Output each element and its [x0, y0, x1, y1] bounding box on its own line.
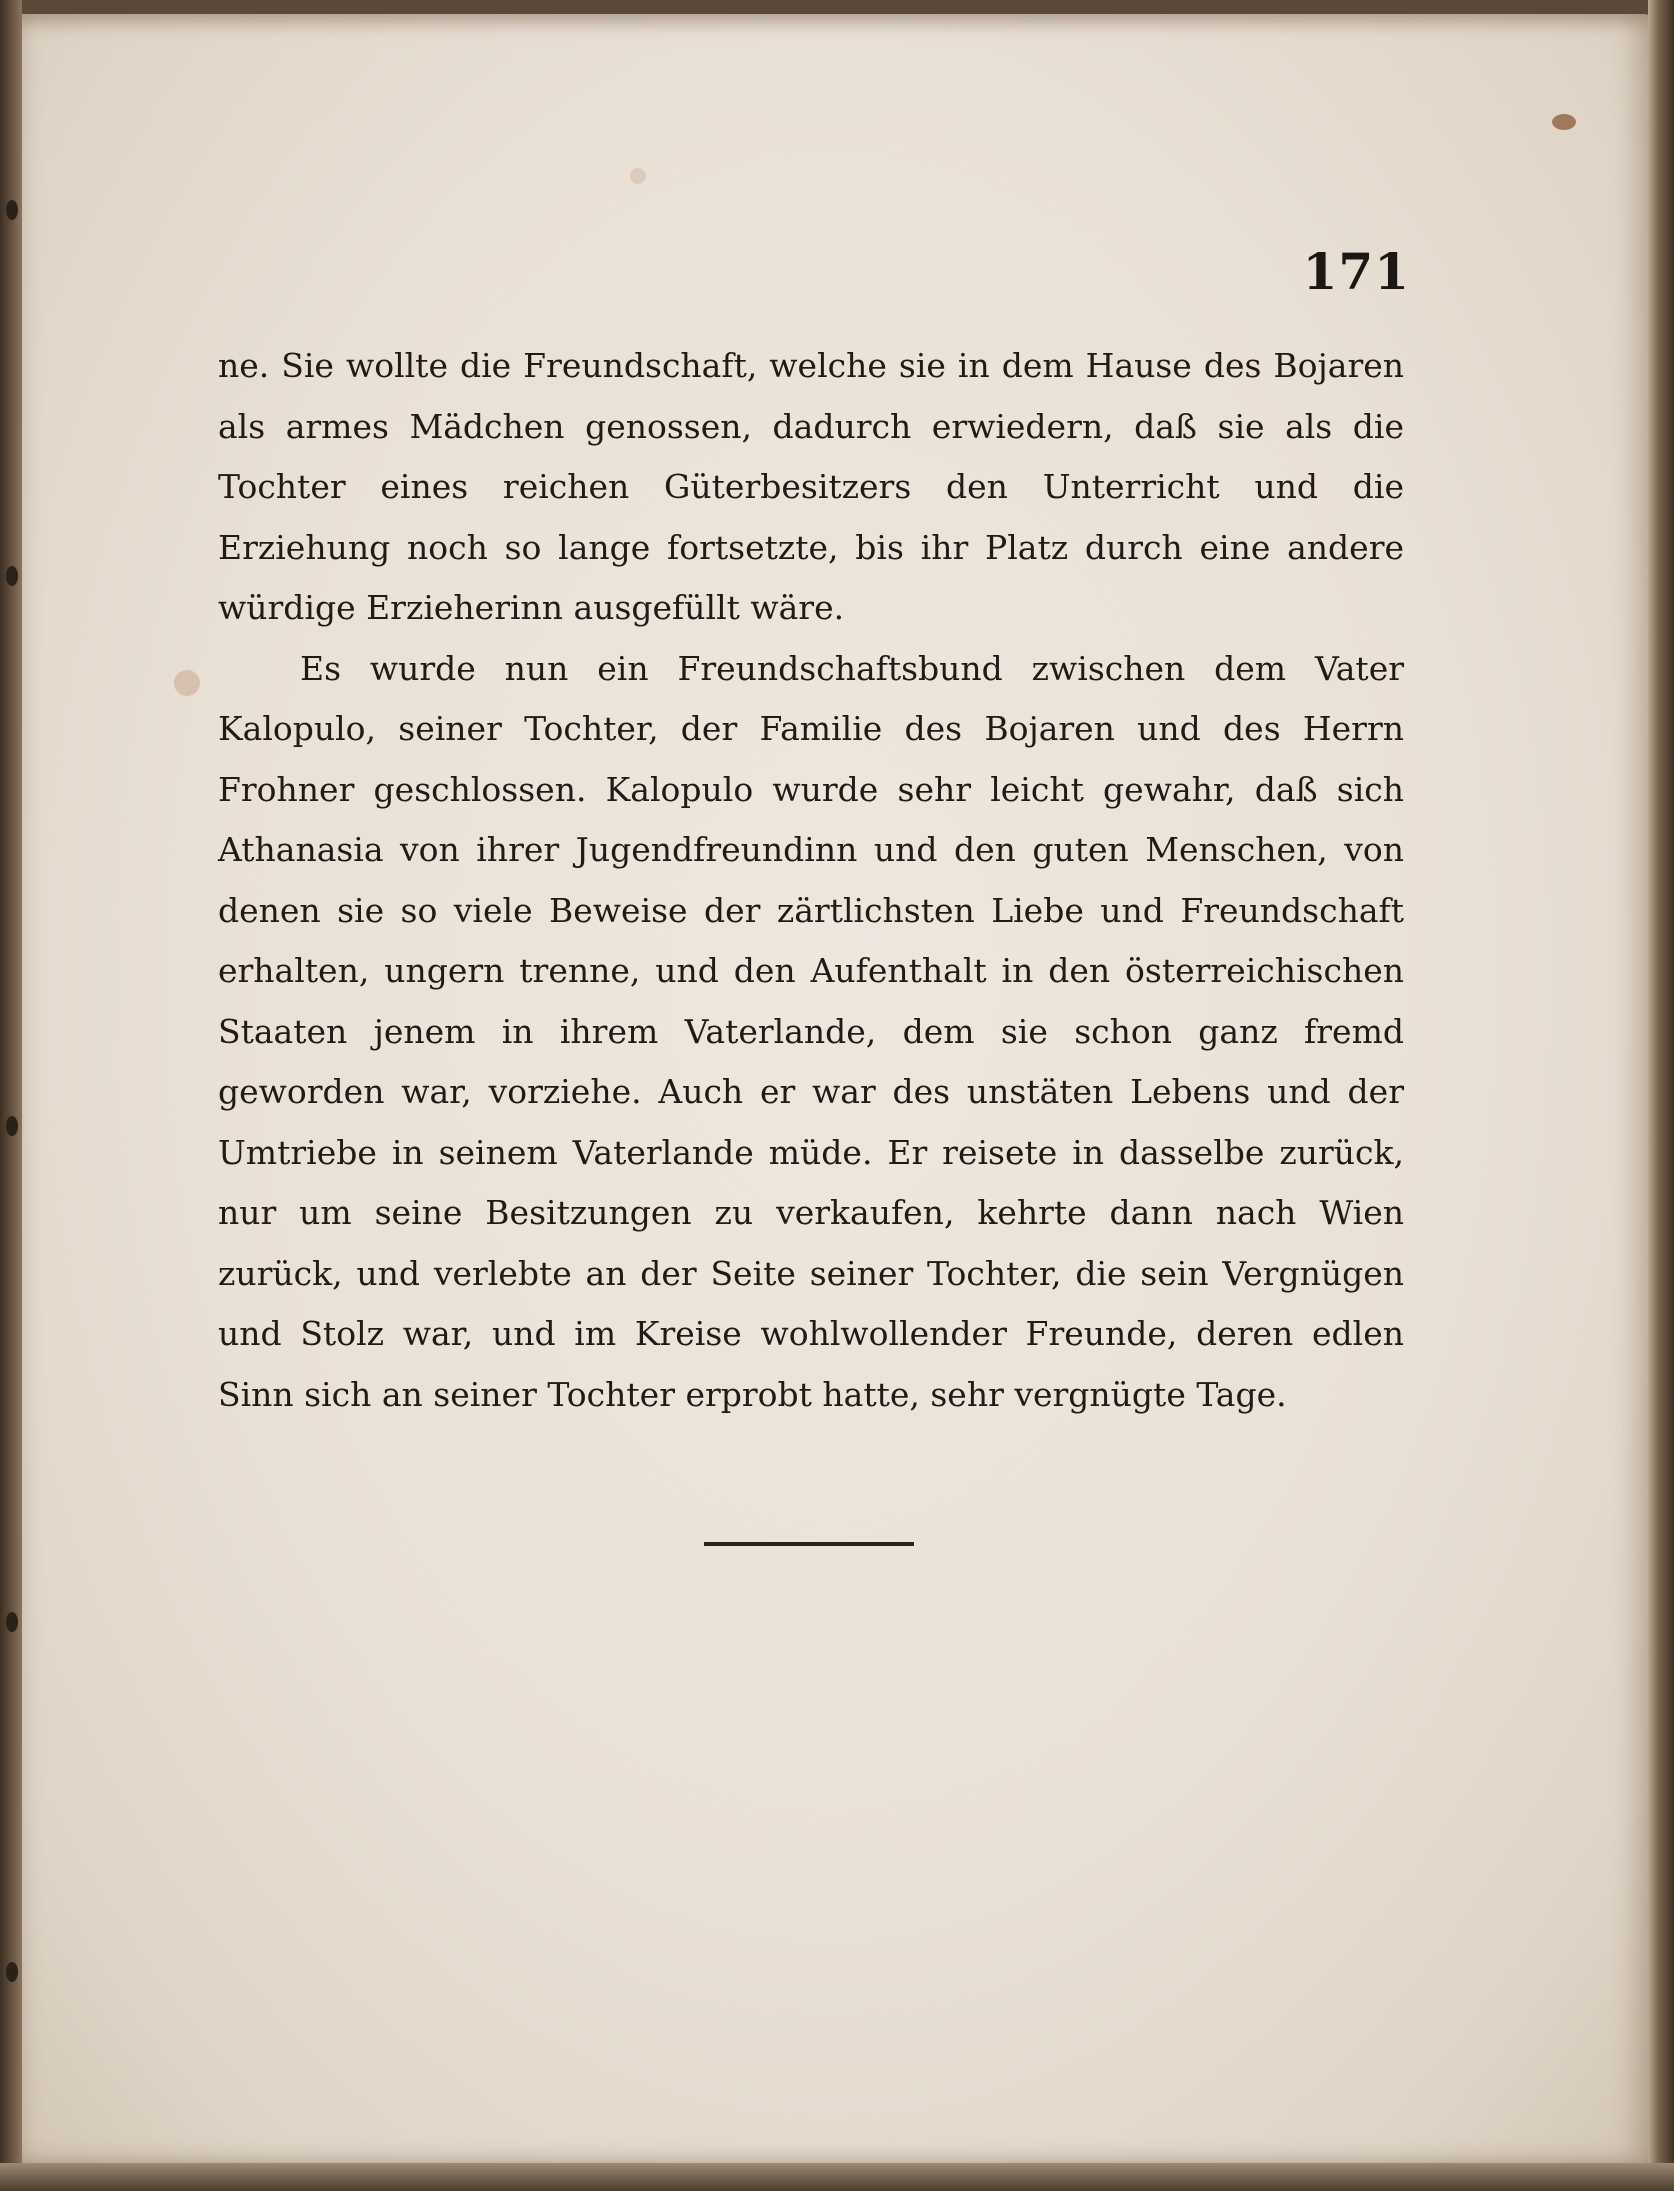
binding-stitch	[6, 1116, 18, 1136]
paragraph-1: ne. Sie wollte die Freundschaft, welche sie in dem Hause des Bojaren als armes Mädchen genossen, dadurch erwiedern, daß sie als die Tochter eines reichen Güterbesitzers den Unterricht und die Erziehung noch so lange fortsetzte, bis ihr Platz durch eine andere würdige Erzieherinn ausgefüllt wäre.	[218, 346, 1404, 627]
page-number: 171	[1302, 242, 1410, 301]
section-divider	[704, 1542, 914, 1546]
binding-stitch	[6, 1962, 18, 1982]
binding-stitch	[6, 1612, 18, 1632]
foxing-spot-top	[630, 168, 646, 184]
page-edge-right	[1648, 0, 1674, 2191]
ink-stain-top-right	[1552, 114, 1576, 130]
paper-sheet	[10, 14, 1654, 2164]
body-text	[218, 336, 1404, 1425]
binding-stitch	[6, 200, 18, 220]
binding-stitch	[6, 566, 18, 586]
page-edge-bottom	[0, 2163, 1674, 2191]
paragraph-2: Es wurde nun ein Freundschaftsbund zwischen dem Vater Kalopulo, seiner Tochter, der Familie des Bojaren und des Herrn Frohner geschlossen. Kalopulo wurde sehr leicht gewahr, daß sich Athanasia von ihrer Jugendfreundinn und den guten Menschen, von denen sie so viele Beweise der zärtlichsten Liebe und Freundschaft erhalten, ungern trenne, und den Aufenthalt in den österreichischen Staaten jenem in ihrem Vaterlande, dem sie schon ganz fremd geworden war, vorziehe. Auch er war des unstäten Lebens und der Umtriebe in seinem Vaterlande müde. Er reisete in dasselbe zurück, nur um seine Besitzungen zu verkaufen, kehrte dann nach Wien zurück, und verlebte an der Seite seiner Tochter, die sein Vergnügen und Stolz war, und im Kreise wohlwollender Freunde, deren edlen Sinn sich an seiner Tochter erprobt hatte, sehr vergnügte Tage.	[218, 648, 1404, 1414]
foxing-spot-left	[174, 670, 200, 696]
book-binding	[0, 0, 22, 2191]
